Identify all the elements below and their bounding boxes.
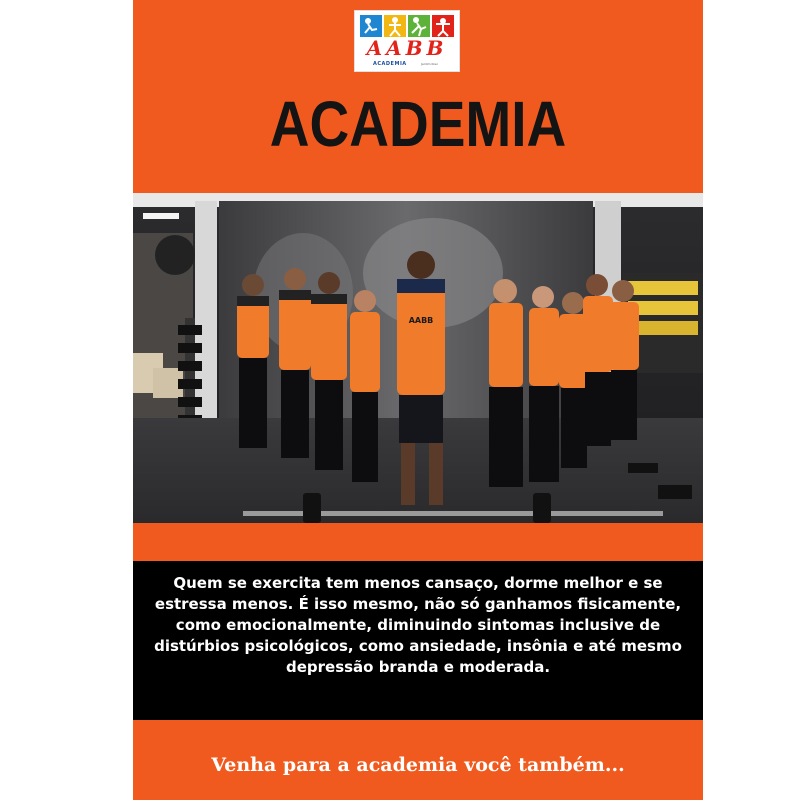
poster	[133, 0, 703, 800]
gym-team-photo-icon	[133, 193, 703, 523]
shirt-logo-text: AABB	[408, 316, 434, 325]
logo-wordmark: AABB	[366, 36, 448, 60]
page-title: ACADEMIA	[269, 88, 567, 160]
aabb-logo	[354, 10, 460, 72]
team-photo	[133, 193, 703, 523]
body-text: Quem se exercita tem menos cansaço, dorme melhor e se estressa menos. É isso mesmo, não só ganhamos fisicamente, como emocionalmente, diminuindo sintomas inclusive de distúrbios psicológicos, como ansiedade, insônia e até mesmo depressão branda e moderada.	[154, 574, 682, 676]
logo-label: ACADEMIA	[373, 61, 407, 67]
body-text-box	[133, 561, 703, 720]
athletes-logo-icon	[359, 14, 455, 38]
tagline: Venha para a academia você também...	[211, 754, 625, 776]
logo-small-text: Jardim Kiwi	[421, 62, 438, 66]
